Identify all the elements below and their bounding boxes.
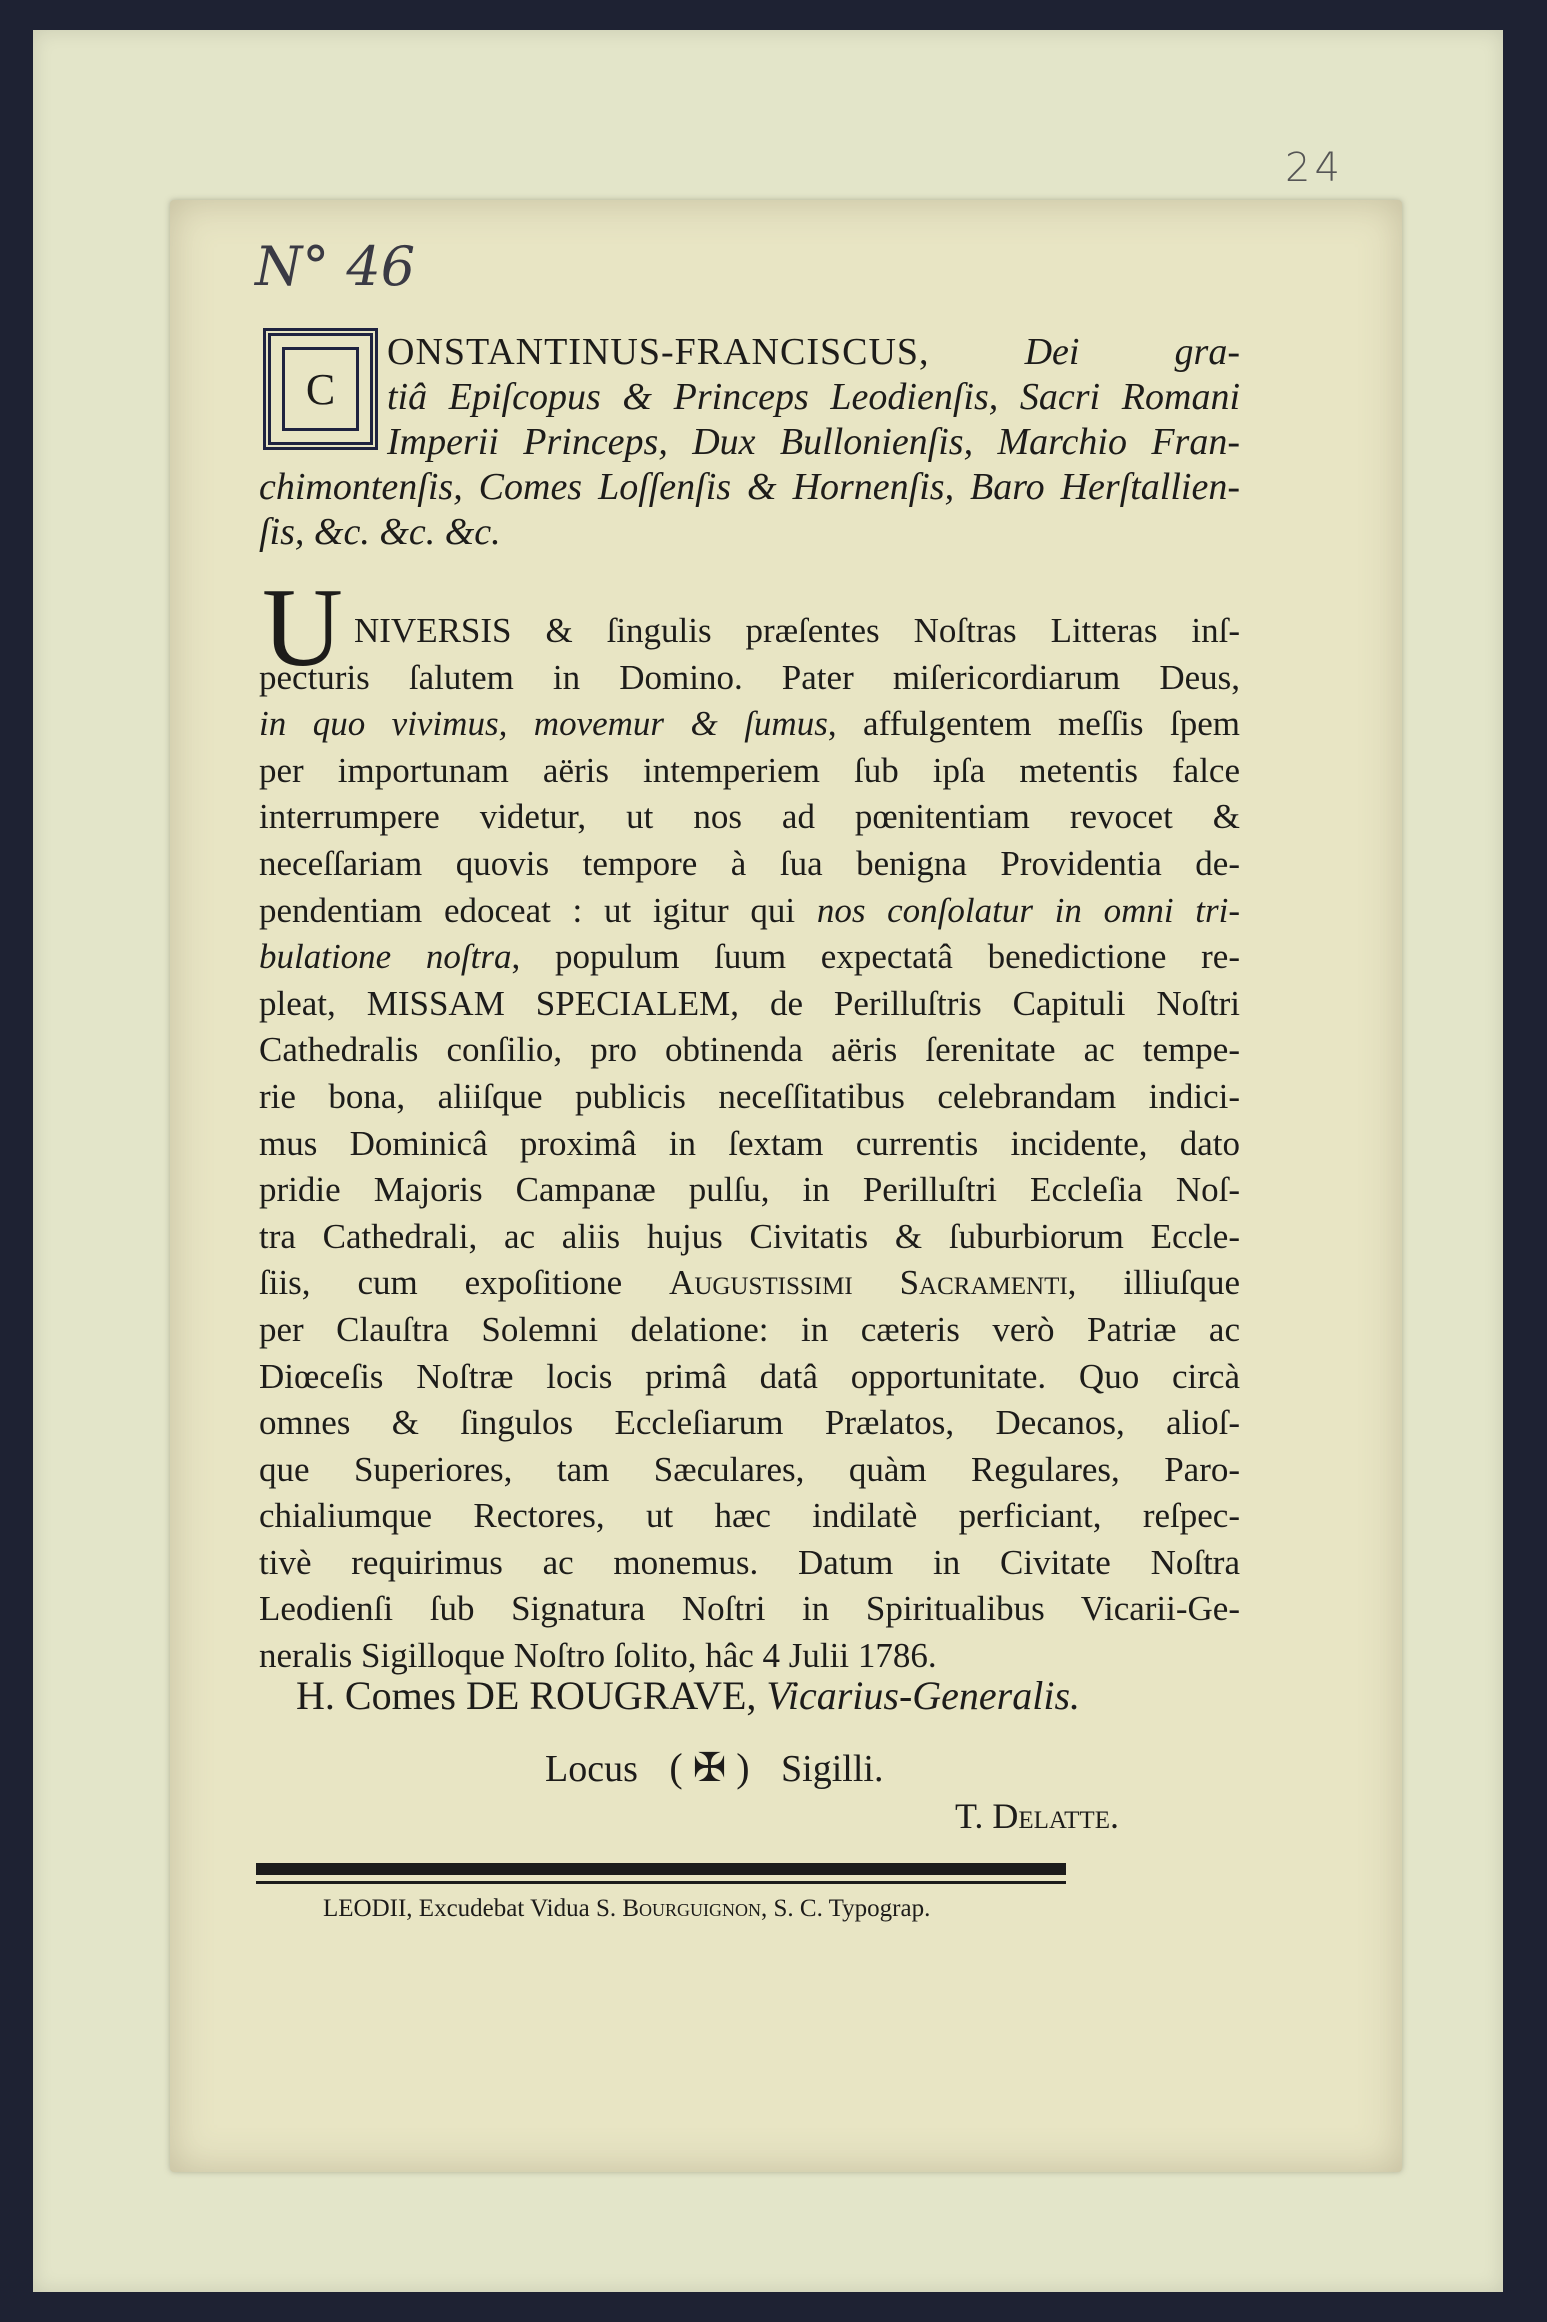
text-segment: tra Cathedrali, ac aliis hujus Civitatis & ſuburbiorum Eccle- — [259, 1216, 1240, 1256]
text-segment: ſis, &c. &c. &c. — [259, 511, 501, 553]
text-segment: , illiuſque — [1067, 1263, 1240, 1303]
text-segment: chialiumque Rectores, ut hæc indilatè perficiant, reſpec- — [259, 1496, 1240, 1536]
text-line — [259, 934, 1240, 981]
text-segment: Imperii Princeps, Dux Bullonienſis, Marchio Fran- — [387, 421, 1240, 463]
text-segment: Cathedralis conſilio, pro obtinenda aëris ſerenitate ac tempe- — [259, 1030, 1240, 1070]
text-segment: ſiis, cum expoſitione — [259, 1263, 670, 1303]
text-line — [259, 1260, 1240, 1307]
text-line — [259, 1121, 1240, 1168]
text-line — [259, 510, 1240, 555]
text-segment: mus Dominicâ proximâ in ſextam currentis incidente, dato — [259, 1123, 1240, 1163]
text-line — [259, 420, 1240, 465]
text-line — [259, 981, 1240, 1028]
text-segment: per importunam aëris intemperiem ſub ipſa metentis falce — [259, 750, 1240, 790]
text-segment: neceſſariam quovis tempore à ſua benigna Providentia de- — [259, 843, 1240, 883]
text-segment: Leodienſi ſub Signatura Noſtri in Spiritualibus Vicarii-Ge- — [259, 1589, 1240, 1629]
text-segment: Diœceſis Noſtræ locis primâ datâ opportunitate. Quo circà — [259, 1356, 1240, 1396]
countersignature: T. Delatte. — [955, 1796, 1119, 1836]
text-line — [259, 1214, 1240, 1261]
text-line — [259, 1586, 1240, 1633]
text-segment: neralis Sigilloque Noſtro ſolito, hâc 4 Julii 1786. — [259, 1636, 937, 1676]
text-line — [259, 1074, 1240, 1121]
seal-line — [545, 1744, 883, 1791]
text-segment: , affulgentem meſſis ſpem — [827, 704, 1240, 744]
text-segment: rie bona, aliiſque publicis neceſſitatibus celebrandam indici- — [259, 1076, 1240, 1116]
page-number: 24 — [1285, 145, 1344, 191]
cross-icon: ✠ — [692, 1745, 727, 1790]
text-segment: Dei gra- — [929, 331, 1240, 373]
text-segment: Augustissimi Sacramenti — [669, 1263, 1068, 1303]
text-segment: interrumpere videtur, ut nos ad pœnitentiam revocet & — [259, 797, 1240, 837]
text-line — [259, 608, 1240, 655]
text-line — [259, 1493, 1240, 1540]
title-block — [259, 330, 1240, 555]
text-segment: pridie Majoris Campanæ pulſu, in Perilluſtri Eccleſia Noſ- — [259, 1170, 1240, 1210]
text-segment: bulatione noſtra — [259, 937, 512, 977]
text-line — [259, 748, 1240, 795]
text-segment: NIVERSIS & ſingulis præſentes Noſtras Litteras inſ- — [354, 611, 1240, 650]
text-segment: chimontenſis, Comes Loſſenſis & Hornenſis, Baro Herſtallien- — [259, 466, 1240, 508]
text-line — [259, 1167, 1240, 1214]
text-line — [259, 1447, 1240, 1494]
text-line — [259, 1354, 1240, 1401]
text-segment: , populum ſuum expectatâ benedictione re- — [511, 937, 1240, 977]
text-line — [259, 888, 1240, 935]
handwritten-mark: N° 46 — [255, 235, 416, 298]
text-segment: pecturis ſalutem in Domino. Pater miſericordiarum Deus, — [259, 657, 1240, 697]
text-line — [259, 841, 1240, 888]
signatory-title: Vicarius-Generalis. — [766, 1673, 1081, 1718]
divider-rule-thin — [256, 1881, 1066, 1884]
text-line — [259, 330, 1240, 375]
text-line — [259, 465, 1240, 510]
printer-imprint: LEODII, Excudebat Vidua S. Bourguignon, S. C. Typograp. — [323, 1895, 931, 1922]
text-segment: ONSTANTINUS-FRANCISCUS, — [387, 331, 930, 373]
text-line — [259, 375, 1240, 420]
text-segment: in quo vivimus, movemur & ſumus — [259, 704, 828, 744]
sigilli-text: Sigilli. — [781, 1748, 884, 1790]
text-segment: pendentiam edoceat : ut igitur qui — [259, 890, 817, 930]
locus-text: Locus — [545, 1748, 638, 1790]
text-line — [259, 1400, 1240, 1447]
text-segment: omnes & ſingulos Eccleſiarum Prælatos, Decanos, alioſ- — [259, 1403, 1240, 1443]
text-segment: per Clauſtra Solemni delatione: in cæteris verò Patriæ ac — [259, 1309, 1240, 1349]
decree-body — [259, 608, 1240, 1680]
signature-line — [296, 1672, 1080, 1719]
initial-letter: C — [305, 364, 336, 414]
text-segment: tivè requirimus ac monemus. Datum in Civitate Noſtra — [259, 1542, 1240, 1582]
text-line — [259, 1540, 1240, 1587]
text-line — [259, 701, 1240, 748]
signatory-name: H. Comes DE ROUGRAVE, — [296, 1673, 757, 1718]
text-segment: pleat, MISSAM SPECIALEM, de Perilluſtris Capituli Noſtri — [259, 983, 1240, 1023]
text-segment: tiâ Epiſcopus & Princeps Leodienſis, Sacri Romani — [387, 376, 1240, 418]
text-line — [259, 1307, 1240, 1354]
divider-rule — [256, 1863, 1066, 1875]
text-segment: nos conſolatur in omni tri- — [816, 890, 1240, 930]
body-initial: U — [262, 566, 343, 690]
seal-mark: ( ✠ ) — [669, 1745, 750, 1790]
text-line — [259, 1027, 1240, 1074]
text-segment: que Superiores, tam Sæculares, quàm Regulares, Paro- — [259, 1449, 1240, 1489]
text-line — [259, 794, 1240, 841]
text-line — [259, 655, 1240, 702]
